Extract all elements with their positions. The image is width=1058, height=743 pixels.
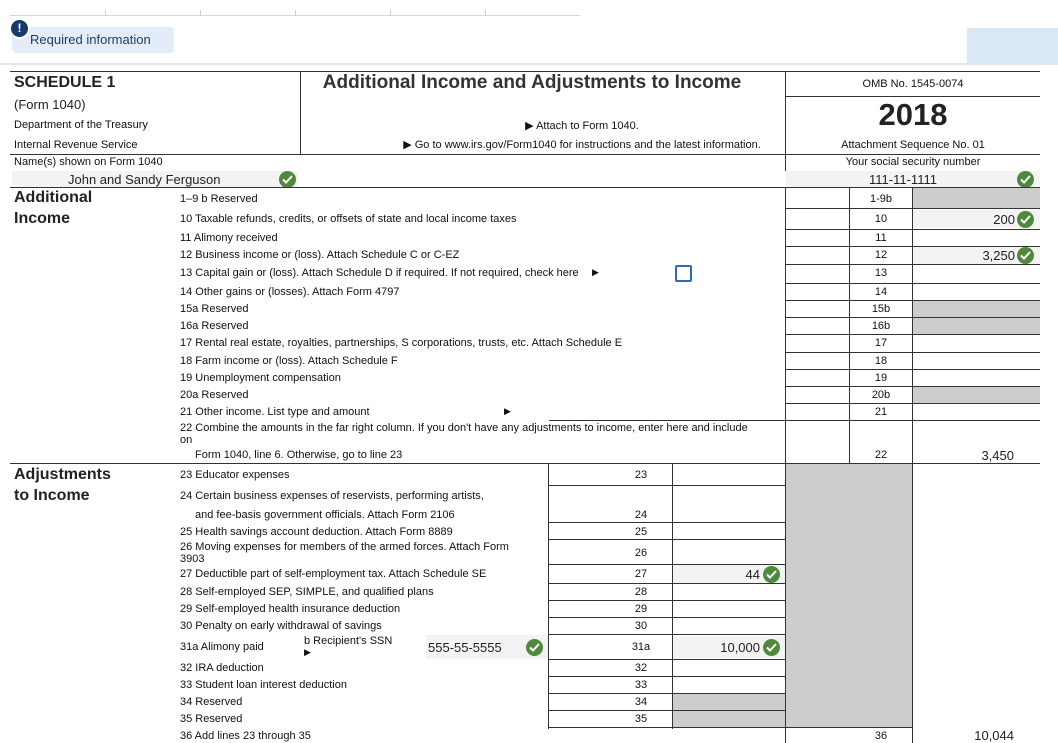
required-info-badge[interactable] bbox=[12, 27, 174, 53]
line-33-label: 33 Student loan interest deduction bbox=[180, 679, 347, 691]
tax-year: 2018 bbox=[878, 97, 948, 132]
line-no-34: 34 bbox=[634, 696, 648, 708]
adjustments-heading: Adjustments bbox=[14, 466, 111, 483]
line-20a-label: 20a Reserved bbox=[180, 389, 249, 401]
line-no-36: 36 bbox=[874, 730, 888, 742]
line-34-label: 34 Reserved bbox=[180, 696, 243, 708]
line-36-amount: 10,044 bbox=[974, 728, 1014, 743]
line-36-label: 36 Add lines 23 through 35 bbox=[180, 730, 311, 742]
recipient-ssn-label: b Recipient's SSN bbox=[304, 635, 393, 647]
line-11-label: 11 Alimony received bbox=[180, 232, 278, 244]
recipient-ssn-arrow: ▶ bbox=[304, 647, 311, 657]
line-27-label: 27 Deductible part of self-employment tax. Attach Schedule SE bbox=[180, 568, 487, 580]
line-22-label-2: Form 1040, line 6. Otherwise, go to line 23 bbox=[195, 449, 403, 461]
line-no-25: 25 bbox=[634, 526, 648, 538]
line-no-33: 33 bbox=[634, 679, 648, 691]
line-25-label: 25 Health savings account deduction. Attach Form 8889 bbox=[180, 526, 453, 538]
attach-note: ▶ Attach to Form 1040. bbox=[525, 120, 639, 132]
reserved-cell-20b bbox=[913, 387, 1040, 403]
line-16a-label: 16a Reserved bbox=[180, 320, 249, 332]
department: Department of the Treasury bbox=[14, 119, 148, 131]
line-no-17: 17 bbox=[874, 337, 888, 349]
line-23-label: 23 Educator expenses bbox=[180, 469, 290, 481]
line-18-label: 18 Farm income or (loss). Attach Schedule F bbox=[180, 355, 398, 367]
line-no-21: 21 bbox=[874, 406, 888, 418]
line-15a-label: 15a Reserved bbox=[180, 303, 249, 315]
line-no-23: 23 bbox=[634, 469, 648, 481]
line-31a-amount: 10,000 bbox=[720, 640, 760, 655]
capital-gain-checkbox[interactable] bbox=[675, 265, 692, 282]
line-29-label: 29 Self-employed health insurance deduction bbox=[180, 603, 401, 615]
line-32-label: 32 IRA deduction bbox=[180, 662, 264, 674]
line-12-label: 12 Business income or (loss). Attach Schedule C or C-EZ bbox=[180, 249, 460, 261]
line-35-label: 35 Reserved bbox=[180, 713, 243, 725]
line-no-30: 30 bbox=[634, 620, 648, 632]
line-12-check-icon bbox=[1017, 247, 1034, 264]
line-17-label: 17 Rental real estate, royalties, partnerships, S corporations, trusts, etc. Attach Schedule E bbox=[180, 337, 623, 349]
line-10-amount: 200 bbox=[993, 212, 1015, 227]
header-accent-block bbox=[967, 28, 1058, 64]
line-30-label: 30 Penalty on early withdrawal of savings bbox=[180, 620, 382, 632]
income-heading: Additional bbox=[14, 189, 93, 206]
line-27-amount: 44 bbox=[745, 567, 760, 582]
schedule-title: SCHEDULE 1 bbox=[14, 74, 116, 91]
line-10-label: 10 Taxable refunds, credits, or offsets of state and local income taxes bbox=[180, 213, 517, 225]
ssn-label: Your social security number bbox=[845, 156, 981, 168]
line-no-19: 19 bbox=[874, 372, 888, 384]
line-no-27: 27 bbox=[634, 568, 648, 580]
line-no-35: 35 bbox=[634, 713, 648, 725]
name-check-icon bbox=[279, 171, 296, 188]
line-no-16b: 16b bbox=[871, 320, 891, 332]
line-13-arrow: ▶ bbox=[592, 267, 599, 277]
form-main-title: Additional Income and Adjustments to Income bbox=[322, 72, 742, 93]
line-no-10: 10 bbox=[874, 213, 888, 225]
goto-note: ▶ Go to www.irs.gov/Form1040 for instructions and the latest information. bbox=[403, 139, 761, 151]
line-no-24: 24 bbox=[634, 509, 648, 521]
banner-divider bbox=[0, 63, 1058, 65]
top-tab-strip bbox=[10, 10, 580, 16]
adjustments-heading-2: to Income bbox=[14, 487, 90, 504]
line-14-label: 14 Other gains or (losses). Attach Form 4797 bbox=[180, 286, 400, 298]
recipient-ssn-value: 555-55-5555 bbox=[428, 640, 502, 655]
line-1-9b-label: 1–9 b Reserved bbox=[180, 193, 258, 205]
line-22-label: 22 Combine the amounts in the far right column. If you don't have any adjustments to income, enter here and include bbox=[180, 422, 748, 434]
line-no-13: 13 bbox=[874, 267, 888, 279]
line-31a-label: 31a Alimony paid bbox=[180, 641, 264, 653]
line-27-check-icon bbox=[763, 566, 780, 583]
line-no-14: 14 bbox=[874, 286, 888, 298]
reserved-cell-15b bbox=[913, 301, 1040, 317]
line-13-label: 13 Capital gain or (loss). Attach Schedule D if required. If not required, check here bbox=[180, 267, 579, 279]
line-22-amount: 3,450 bbox=[981, 448, 1014, 463]
taxpayer-ssn: 111-11-1111 bbox=[869, 172, 937, 187]
reserved-cell-34 bbox=[673, 694, 785, 710]
line-19-label: 19 Unemployment compensation bbox=[180, 372, 341, 384]
line-no-18: 18 bbox=[874, 355, 888, 367]
required-info-label: Required information bbox=[30, 32, 151, 47]
line-28-label: 28 Self-employed SEP, SIMPLE, and qualified plans bbox=[180, 586, 434, 598]
line-31a-check-icon bbox=[763, 639, 780, 656]
reserved-cell-35 bbox=[673, 711, 785, 727]
line-no-22: 22 bbox=[874, 449, 888, 461]
line-no-15b: 15b bbox=[871, 303, 891, 315]
omb-number: OMB No. 1545-0074 bbox=[862, 78, 964, 90]
line-26-label: 26 Moving expenses for members of the armed forces. Attach Form bbox=[180, 541, 509, 553]
line-12-amount: 3,250 bbox=[982, 248, 1015, 263]
alert-icon: ! bbox=[9, 18, 30, 39]
line-no-31a: 31a bbox=[631, 641, 651, 653]
reserved-cell-1-9b bbox=[913, 188, 1040, 208]
line-no-29: 29 bbox=[634, 603, 648, 615]
line-no-11: 11 bbox=[875, 232, 887, 244]
line-10-check-icon bbox=[1017, 211, 1034, 228]
irs-label: Internal Revenue Service bbox=[14, 139, 138, 151]
line-21-label: 21 Other income. List type and amount bbox=[180, 406, 370, 418]
line-22-label-on: on bbox=[180, 434, 193, 446]
income-heading-2: Income bbox=[14, 210, 71, 227]
line-no-26: 26 bbox=[634, 547, 648, 559]
line-21-arrow: ▶ bbox=[504, 406, 511, 416]
form-ref: (Form 1040) bbox=[14, 97, 86, 112]
line-no-1-9b: 1-9b bbox=[869, 193, 893, 205]
line-no-12: 12 bbox=[874, 249, 888, 261]
name-label: Name(s) shown on Form 1040 bbox=[14, 156, 163, 168]
attachment-sequence: Attachment Sequence No. 01 bbox=[841, 139, 985, 151]
line-no-32: 32 bbox=[634, 662, 648, 674]
reserved-cell-16b bbox=[913, 318, 1040, 334]
line-24-label: 24 Certain business expenses of reservists, performing artists, bbox=[180, 490, 484, 502]
line-no-28: 28 bbox=[634, 586, 648, 598]
line-no-20b: 20b bbox=[871, 389, 891, 401]
ssn-check-icon bbox=[1017, 171, 1034, 188]
taxpayer-name: John and Sandy Ferguson bbox=[68, 172, 221, 187]
line-24-label-2: and fee-basis government officials. Attach Form 2106 bbox=[195, 509, 455, 521]
adjustments-gray-column bbox=[786, 464, 912, 728]
recipient-ssn-check-icon bbox=[526, 639, 543, 656]
line-26-label-2: 3903 bbox=[180, 553, 205, 565]
